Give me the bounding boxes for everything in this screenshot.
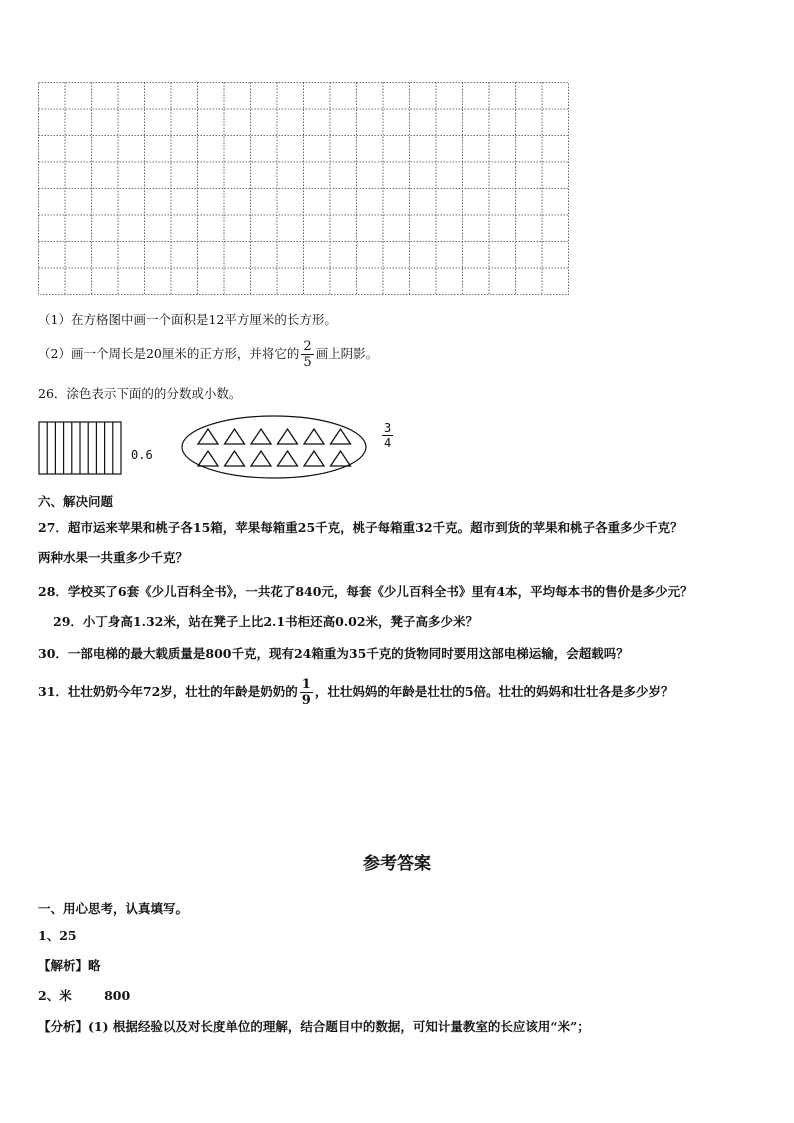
answer-2-label: 2、米 bbox=[38, 988, 72, 1003]
triangle bbox=[304, 451, 324, 466]
triangle bbox=[278, 429, 298, 444]
striped-bar-svg bbox=[38, 421, 122, 475]
q25-part2 bbox=[38, 340, 378, 369]
striped-bar bbox=[38, 421, 122, 479]
q27-line2: 两种水果一共重多少千克？ bbox=[38, 550, 189, 565]
triangle bbox=[198, 429, 218, 444]
fraction-two-fifths bbox=[301, 340, 313, 369]
triangle bbox=[251, 451, 271, 466]
q25-part2-after: 画上阴影。 bbox=[315, 346, 379, 361]
q29: 29．小丁身高1.32米，站在凳子上比2.1书柜还高0.02米，凳子高多少米？ bbox=[53, 614, 479, 629]
q31-after: ，壮壮妈妈的年龄是壮壮的5倍。壮壮的妈妈和壮壮各是多少岁？ bbox=[314, 684, 674, 699]
triangle bbox=[278, 451, 298, 466]
q28: 28．学校买了6套《少儿百科全书》，一共花了840元，每套《少儿百科全书》里有4本，平均每本书的售价是多少元？ bbox=[38, 584, 693, 599]
answers-section1: 一、用心思考，认真填写。 bbox=[38, 901, 189, 916]
q25-part1: （1）在方格图中画一个面积是12平方厘米的长方形。 bbox=[38, 312, 337, 327]
ellipse-svg bbox=[180, 414, 370, 480]
section-6-heading: 六、解决问题 bbox=[38, 494, 114, 509]
answer-1: 1、25 bbox=[38, 928, 77, 943]
answers-title: 参考答案 bbox=[363, 854, 431, 874]
triangle bbox=[225, 429, 245, 444]
triangle bbox=[225, 451, 245, 466]
triangle bbox=[331, 451, 351, 466]
triangle bbox=[198, 451, 218, 466]
triangle bbox=[251, 429, 271, 444]
triangle bbox=[331, 429, 351, 444]
q31 bbox=[38, 678, 674, 707]
frac-num: 3 bbox=[384, 421, 392, 435]
answer-1-note: 【解析】略 bbox=[38, 958, 101, 973]
q25-part2-before: （2）画一个周长是20厘米的正方形，并将它的 bbox=[38, 346, 300, 361]
frac-den: 5 bbox=[303, 355, 312, 370]
q30: 30．一部电梯的最大载质量是800千克，现有24箱重为35千克的货物同时要用这部电梯运输，会超载吗？ bbox=[38, 646, 629, 661]
frac-num: 2 bbox=[303, 339, 312, 354]
answer-2-value: 800 bbox=[104, 988, 131, 1003]
decimal-label: 0.6 bbox=[131, 448, 153, 462]
grid-svg bbox=[38, 82, 570, 296]
fraction-one-ninth bbox=[300, 678, 313, 707]
q27-line1: 27．超市运来苹果和桃子各15箱，苹果每箱重25千克，桃子每箱重32千克。超市到货的苹果和桃子各重多少千克？ bbox=[38, 520, 683, 535]
triangle bbox=[304, 429, 324, 444]
fraction-three-quarters bbox=[380, 422, 395, 449]
frac-num: 1 bbox=[301, 677, 311, 692]
answer-2 bbox=[38, 990, 130, 1003]
frac-den: 9 bbox=[301, 693, 311, 708]
ellipse-outline bbox=[182, 416, 366, 478]
q26-text: 26．涂色表示下面的的分数或小数。 bbox=[38, 386, 242, 401]
triangle-ellipse bbox=[180, 414, 370, 484]
frac-den: 4 bbox=[384, 436, 392, 450]
q31-before: 31．壮壮奶奶今年72岁，壮壮的年龄是奶奶的 bbox=[38, 684, 298, 699]
square-grid bbox=[38, 82, 570, 300]
answer-2-note: 【分析】(1) 根据经验以及对长度单位的理解，结合题目中的数据，可知计量教室的长应该用“米”； bbox=[38, 1019, 590, 1034]
